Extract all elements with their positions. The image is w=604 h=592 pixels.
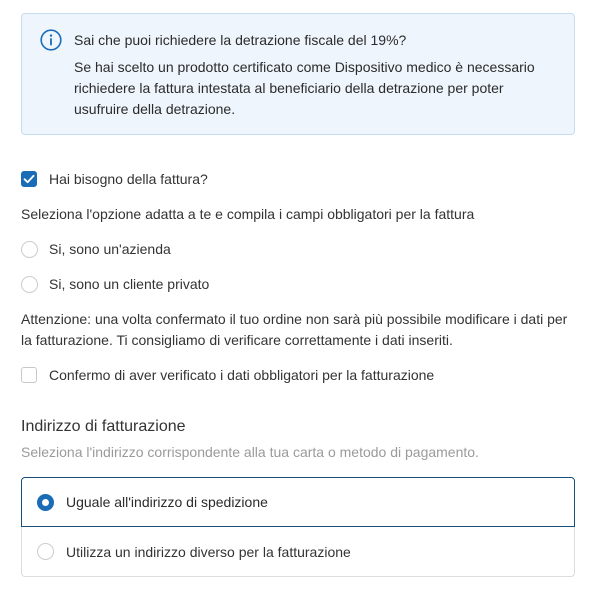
- tax-deduction-info-box: [21, 13, 575, 135]
- invoice-warning-text: Attenzione: una volta confermato il tuo ordine non sarà più possibile modificare i dati per la fatturazione. Ti consigliamo di verificare correttamente i dati inseriti.: [21, 311, 568, 348]
- billing-address-title: Indirizzo di fatturazione: [21, 418, 186, 435]
- billing-same-as-shipping-option[interactable]: [21, 477, 575, 527]
- info-body: Se hai scelto un prodotto certificato come Dispositivo medico è necessario richiedere la fattura intestata al beneficiario della detrazione per poter usufruire della detrazione.: [74, 59, 535, 117]
- info-circle-icon: [40, 29, 62, 51]
- need-invoice-label: Hai bisogno della fattura?: [49, 171, 208, 187]
- need-invoice-checkbox[interactable]: [21, 171, 37, 187]
- same-address-label: Uguale all'indirizzo di spedizione: [66, 494, 268, 510]
- confirm-data-checkbox[interactable]: [21, 367, 37, 383]
- billing-address-subtitle: Seleziona l'indirizzo corrispondente alla tua carta o metodo di pagamento.: [21, 444, 479, 460]
- checkmark-icon: [23, 174, 35, 184]
- info-title: Sai che puoi richiedere la detrazione fiscale del 19%?: [74, 32, 407, 48]
- company-radio-label: Si, sono un'azienda: [49, 241, 171, 257]
- different-address-radio[interactable]: [37, 543, 54, 560]
- billing-different-address-option[interactable]: [21, 527, 575, 577]
- invoice-option-company[interactable]: [21, 239, 171, 259]
- same-address-radio[interactable]: [37, 494, 54, 511]
- invoice-instructions: Seleziona l'opzione adatta a te e compila i campi obbligatori per la fattura: [21, 206, 475, 222]
- different-address-label: Utilizza un indirizzo diverso per la fatturazione: [66, 543, 351, 560]
- invoice-option-private[interactable]: [21, 274, 209, 294]
- private-customer-radio-label: Si, sono un cliente privato: [49, 276, 210, 292]
- confirm-data-label: Confermo di aver verificato i dati obbligatori per la fatturazione: [49, 367, 435, 383]
- private-customer-radio[interactable]: [21, 276, 38, 293]
- company-radio[interactable]: [21, 241, 38, 258]
- need-invoice-checkbox-row[interactable]: [21, 169, 208, 189]
- confirm-data-checkbox-row[interactable]: [21, 365, 434, 385]
